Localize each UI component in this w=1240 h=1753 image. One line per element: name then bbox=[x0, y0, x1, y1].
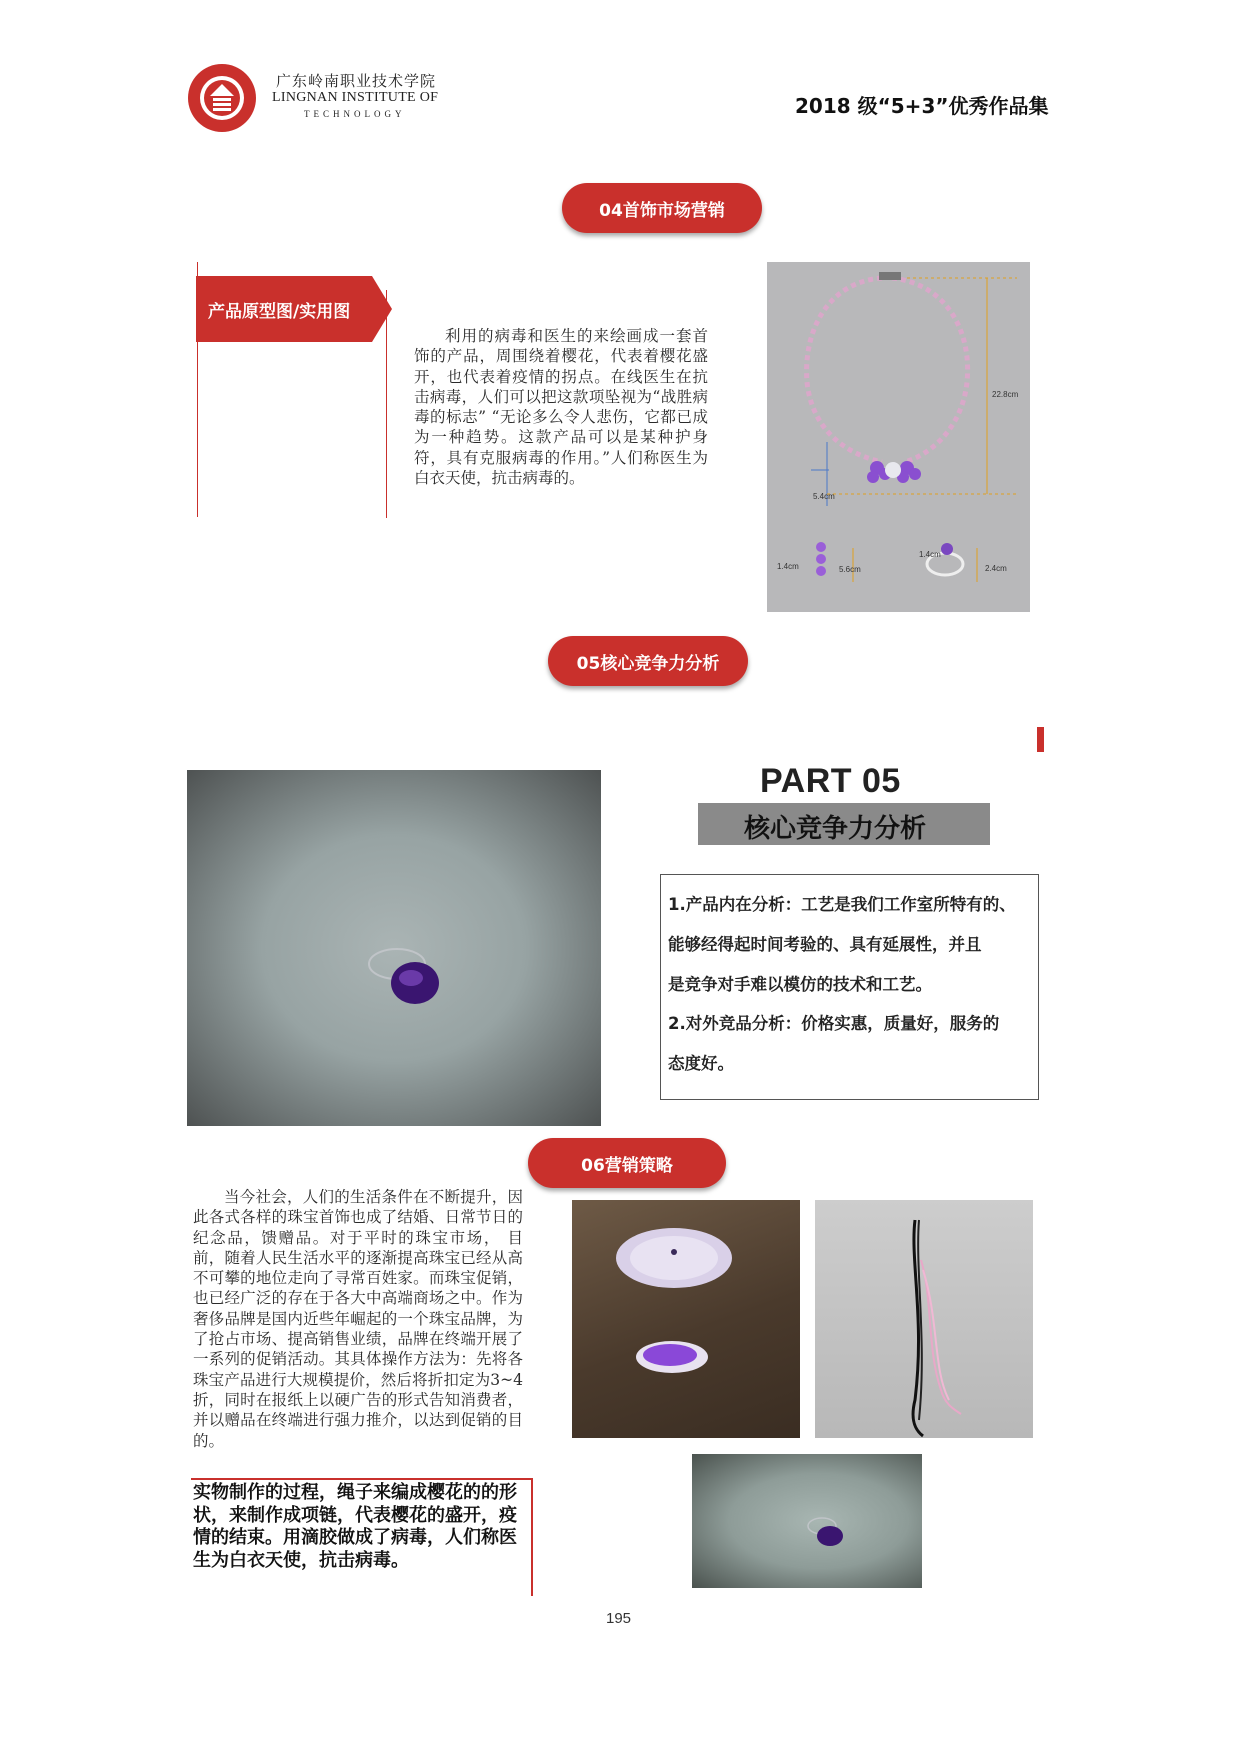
ring-photo-small bbox=[692, 1454, 922, 1588]
part-label: PART 05 bbox=[760, 762, 901, 800]
dim-earring-width: 1.4cm bbox=[777, 562, 799, 571]
dim-necklace-length: 22.8cm bbox=[992, 390, 1019, 399]
page-header bbox=[0, 0, 1240, 130]
part-subtitle: 核心竞争力分析 bbox=[744, 814, 927, 844]
school-name-en-2: TECHNOLOGY bbox=[304, 109, 406, 119]
box-line-4: 2.对外竞品分析：价格实惠，质量好，服务的 bbox=[668, 1014, 1000, 1033]
necklace-diagram-image bbox=[767, 262, 1030, 612]
section-04-text: 利用的病毒和医生的来绘画成一套首饰的产品，周围绕着樱花，代表着樱花盛开，也代表着疫情的拐点。在线医生在抗击病毒，人们可以把这款项坠视为“战胜病毒的标志” “无论多么令人悲伤，它都已成为一种趋势。这款产品可以是某种护身符，具有克服病毒的作用。”人们称医生为白衣天使，抗击病毒的。 bbox=[414, 327, 708, 488]
box-line-3: 是竞争对手难以模仿的技术和工艺。 bbox=[668, 975, 932, 994]
dim-earring-length: 5.6cm bbox=[839, 565, 861, 574]
box-line-1: 1.产品内在分析：工艺是我们工作室所特有的、 bbox=[668, 895, 1016, 914]
section-04-title: 04首饰市场营销 bbox=[562, 183, 762, 233]
page-number: 195 bbox=[606, 1610, 632, 1627]
school-name-cn: 广东岭南职业技术学院 bbox=[276, 72, 437, 90]
dim-ring-height: 2.4cm bbox=[985, 564, 1007, 573]
competitiveness-box bbox=[660, 874, 1039, 1100]
section-06-title: 06营销策略 bbox=[528, 1138, 726, 1188]
box-line-5: 态度好。 bbox=[668, 1054, 734, 1073]
product-tag-label: 产品原型图/实用图 bbox=[208, 302, 351, 322]
highlight-text: 实物制作的过程，绳子来编成樱花的的形状，来制作成项链，代表樱花的盛开，疫情的结束。用滴胶做成了病毒，人们称医生为白衣天使，抗击病毒。 bbox=[193, 1482, 517, 1571]
dim-ring-width: 1.4cm bbox=[919, 550, 941, 559]
school-logo bbox=[186, 62, 266, 134]
school-name-en: LINGNAN INSTITUTE OF bbox=[272, 90, 439, 105]
cords-photo bbox=[815, 1200, 1033, 1438]
section-06-text: 当今社会，人们的生活条件在不断提升，因此各式各样的珠宝首饰也成了结婚、日常节日的纪念品，馈赠品。对于平时的珠宝市场， 目前，随着人民生活水平的逐渐提高珠宝已经从高不可攀的地位走向了寻常百姓家。而珠宝促销，也已经广泛的存在于各大中高端商场之中。作为奢侈品牌是国内近些年崛起的一个珠宝品牌，为了抢占市场、提高销售业绩，品牌在终端开展了一系列的促销活动。其具体操作方法为：先将各珠宝产品进行大规模提价，然后将折扣定为3~4折，同时在报纸上以硬广告的形式告知消费者，并以赠品在终端进行强力推介，以达到促销的目的。 bbox=[193, 1188, 523, 1450]
box-line-2: 能够经得起时间考验的、具有延展性，并且 bbox=[668, 935, 982, 954]
red-accent-bar bbox=[1037, 727, 1044, 752]
resin-mold-photo bbox=[572, 1200, 800, 1438]
dim-pendant-height: 5.4cm bbox=[813, 492, 835, 501]
collection-title: 2018 级“5+3”优秀作品集 bbox=[795, 94, 1049, 118]
section-05-title: 05核心竞争力分析 bbox=[548, 636, 748, 686]
ring-photo bbox=[187, 770, 601, 1126]
